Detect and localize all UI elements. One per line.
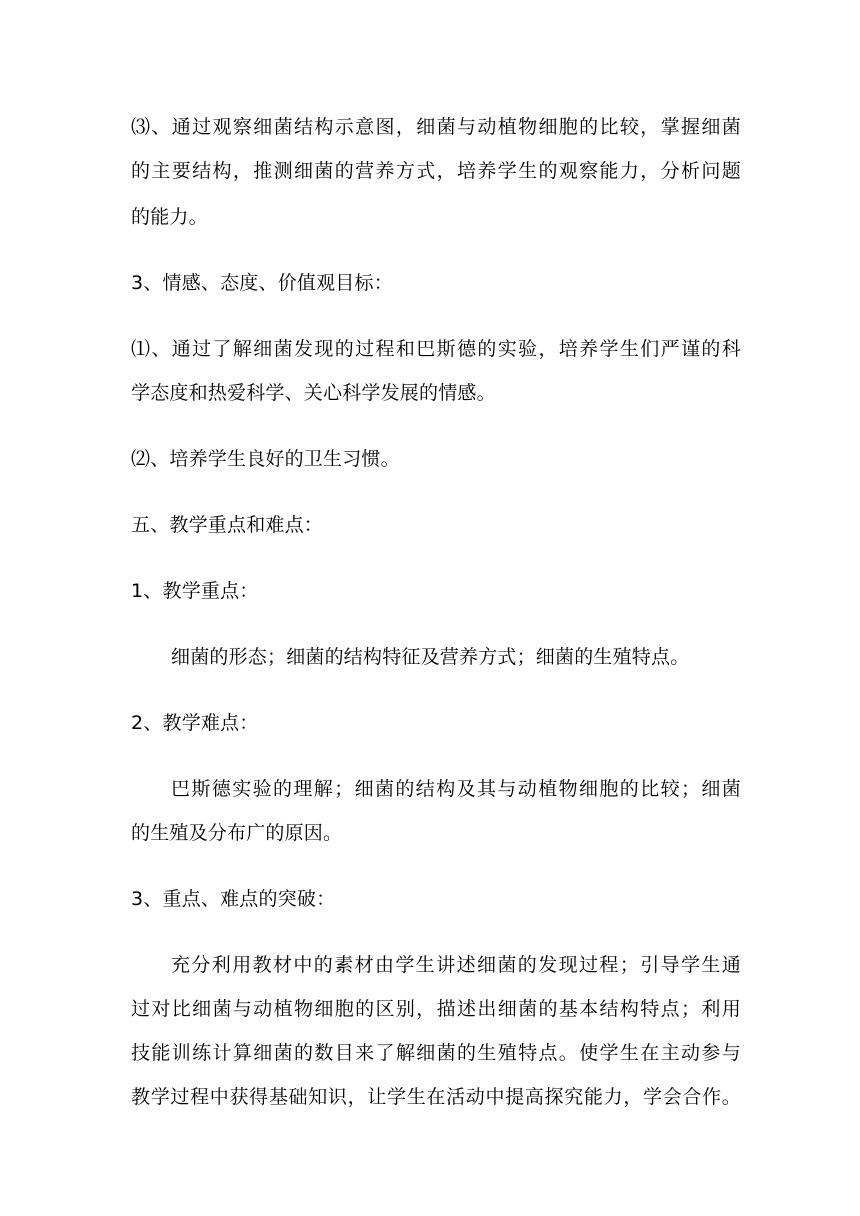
subsection-heading: 1、教学重点： bbox=[131, 580, 259, 602]
text-line: ⑵、培养学生良好的卫生习惯。 bbox=[131, 448, 400, 470]
text-line: 的主要结构，推测细菌的营养方式，培养学生的观察能力，分析问题 bbox=[131, 160, 741, 182]
text-line: ⑶、通过观察细菌结构示意图，细菌与动植物细胞的比较，掌握细菌 bbox=[131, 116, 741, 138]
text-line: 技能训练计算细菌的数目来了解细菌的生殖特点。使学生在主动参与 bbox=[131, 1042, 741, 1064]
subsection-heading: 2、教学难点： bbox=[131, 712, 259, 734]
subsection-heading: 3、重点、难点的突破： bbox=[131, 888, 336, 910]
text-line: 充分利用教材中的素材由学生讲述细菌的发现过程；引导学生通 bbox=[171, 954, 741, 976]
text-line: 学态度和热爱科学、关心科学发展的情感。 bbox=[131, 382, 496, 404]
text-line: ⑴、通过了解细菌发现的过程和巴斯德的实验，培养学生们严谨的科 bbox=[131, 338, 741, 360]
text-line: 细菌的形态；细菌的结构特征及营养方式；细菌的生殖特点。 bbox=[171, 646, 690, 668]
text-line: 的能力。 bbox=[131, 206, 208, 228]
text-line: 过对比细菌与动植物细胞的区别，描述出细菌的基本结构特点；利用 bbox=[131, 998, 741, 1020]
text-line: 巴斯德实验的理解；细菌的结构及其与动植物细胞的比较；细菌 bbox=[171, 778, 741, 800]
section-heading: 五、教学重点和难点： bbox=[131, 514, 324, 536]
text-line: 教学过程中获得基础知识，让学生在活动中提高探究能力，学会合作。 bbox=[131, 1086, 741, 1108]
section-heading: 3、情感、态度、价值观目标： bbox=[131, 272, 393, 294]
text-line: 的生殖及分布广的原因。 bbox=[131, 822, 343, 844]
